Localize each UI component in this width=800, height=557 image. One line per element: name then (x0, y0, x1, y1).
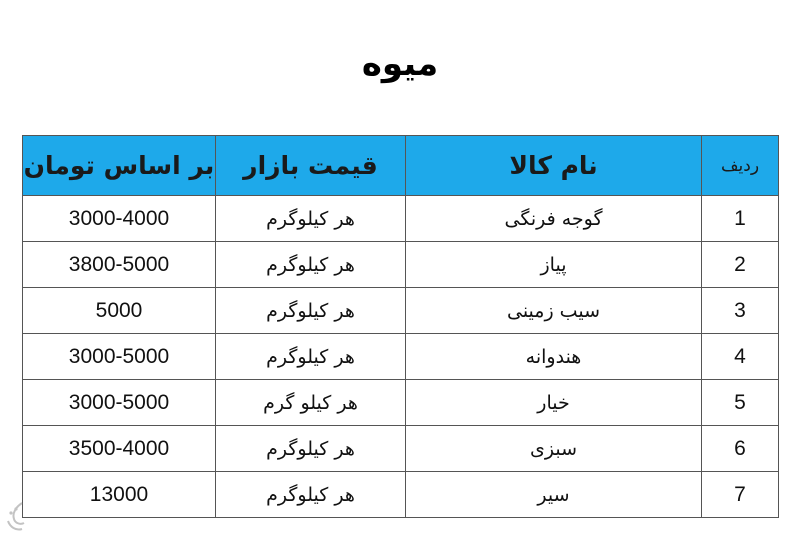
row-number-cell: 7 (702, 472, 779, 518)
row-number-cell: 5 (702, 380, 779, 426)
unit-cell: هر کیلوگرم (216, 472, 406, 518)
price-cell: 3000-5000 (23, 334, 216, 380)
header-item-name: نام کالا (406, 136, 702, 196)
table-row (23, 288, 779, 334)
price-cell: 13000 (23, 472, 216, 518)
row-number-cell: 3 (702, 288, 779, 334)
item-name-cell: پیاز (406, 242, 702, 288)
row-number-cell: 6 (702, 426, 779, 472)
header-market-price: قیمت بازار (216, 136, 406, 196)
row-number-cell: 1 (702, 196, 779, 242)
row-number-cell: 4 (702, 334, 779, 380)
price-cell: 3500-4000 (23, 426, 216, 472)
unit-cell: هر کیلوگرم (216, 288, 406, 334)
table-header-row (23, 136, 779, 196)
row-number-cell: 2 (702, 242, 779, 288)
table-row (23, 472, 779, 518)
table-row (23, 380, 779, 426)
price-cell: 3000-4000 (23, 196, 216, 242)
item-name-cell: سبزی (406, 426, 702, 472)
unit-cell: هر کیلوگرم (216, 196, 406, 242)
unit-cell: هر کیلوگرم (216, 242, 406, 288)
item-name-cell: سیر (406, 472, 702, 518)
item-name-cell: هندوانه (406, 334, 702, 380)
unit-cell: هر کیلوگرم (216, 334, 406, 380)
table-row (23, 242, 779, 288)
price-cell: 3800-5000 (23, 242, 216, 288)
header-row-number: ردیف (702, 136, 779, 196)
price-cell: 3000-5000 (23, 380, 216, 426)
item-name-cell: خیار (406, 380, 702, 426)
price-table (22, 135, 779, 518)
unit-cell: هر کیلوگرم (216, 426, 406, 472)
item-name-cell: سیب زمینی (406, 288, 702, 334)
price-cell: 5000 (23, 288, 216, 334)
header-price-toman: بر اساس تومان (23, 136, 216, 196)
item-name-cell: گوجه فرنگی (406, 196, 702, 242)
table-row (23, 426, 779, 472)
table-row (23, 196, 779, 242)
page-title: میوه (361, 44, 439, 84)
table-row (23, 334, 779, 380)
unit-cell: هر کیلو گرم (216, 380, 406, 426)
tasnim-logo-icon (2, 499, 30, 535)
